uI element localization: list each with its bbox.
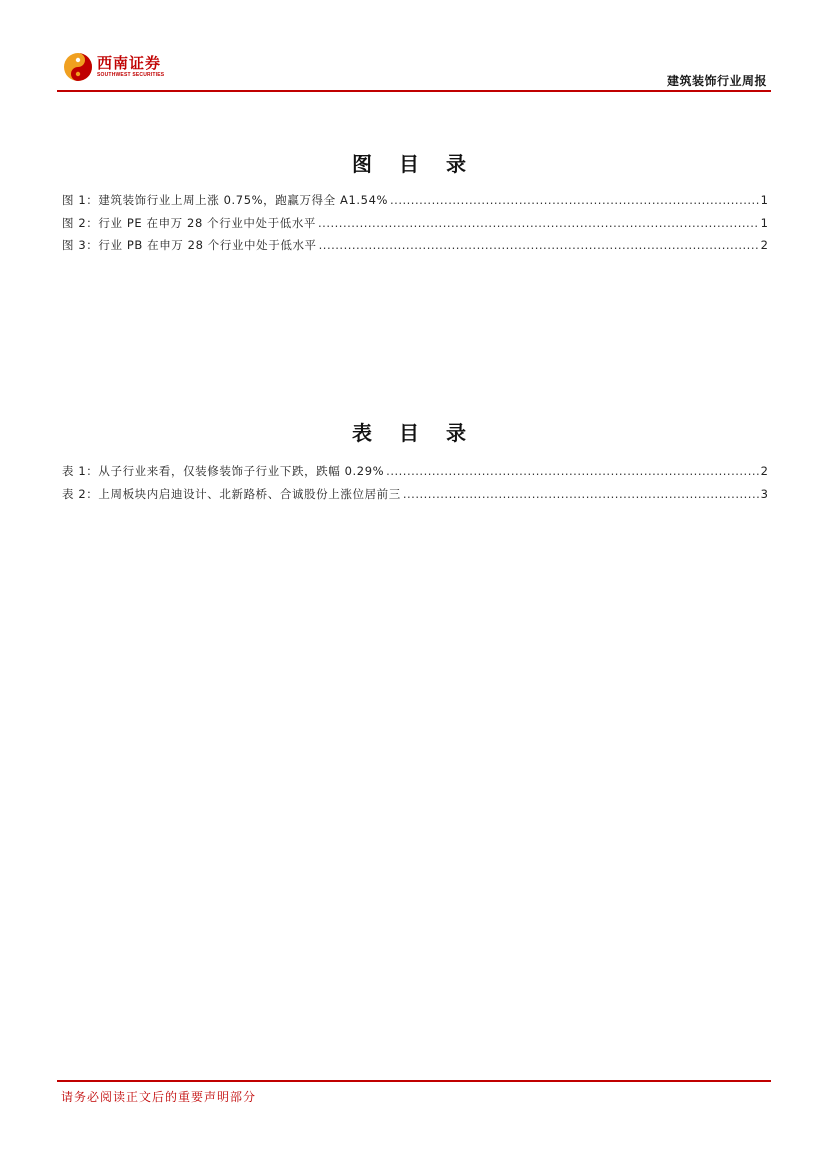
toc-entry-label: 图 3：行业 PB 在申万 28 个行业中处于低水平 [62,238,317,252]
tables-toc-title: 表 目 录 [352,421,476,445]
figure-toc-entry-3[interactable] [62,237,768,260]
figure-toc-entry-2[interactable] [62,215,768,238]
toc-entry-label: 表 2：上周板块内启迪设计、北新路桥、合诚股份上涨位居前三 [62,486,401,501]
toc-page-number: 3 [760,486,768,501]
figure-toc-entry-1[interactable] [62,192,768,215]
disclaimer-note: 请务必阅读正文后的重要声明部分 [61,1090,257,1104]
logo-english-name: SOUTHWEST SECURITIES [97,72,165,78]
toc-page-number: 2 [760,238,768,252]
toc-dot-leader [319,238,759,252]
logo-chinese-name: 西南证券 [97,54,162,72]
toc-entry-label: 图 2：行业 PE 在申万 28 个行业中处于低水平 [62,215,317,230]
toc-page-number: 1 [760,193,768,207]
figures-toc-title: 图 目 录 [352,152,476,176]
toc-page-number: 1 [760,215,768,230]
page-header [57,46,771,92]
southwest-securities-logo-icon [63,52,93,82]
header-divider [57,90,771,92]
toc-page-number: 2 [760,464,768,478]
table-toc-entry-1[interactable] [62,463,768,486]
toc-dot-leader [386,464,759,478]
toc-entry-label: 图 1：建筑装饰行业上周上涨 0.75%，跑赢万得全 A1.54% [62,193,389,207]
tables-toc-list [62,463,768,508]
toc-dot-leader [390,193,759,207]
footer-divider [57,1080,771,1082]
page-footer [57,1080,771,1105]
toc-entry-label: 表 1：从子行业来看，仅装修装饰子行业下跌，跌幅 0.29% [62,464,385,478]
toc-dot-leader [318,216,759,230]
table-toc-entry-2[interactable] [62,486,768,509]
figures-toc-list [62,192,768,260]
company-logo [63,50,164,84]
toc-dot-leader [403,487,759,501]
report-title: 建筑装饰行业周报 [666,74,767,88]
